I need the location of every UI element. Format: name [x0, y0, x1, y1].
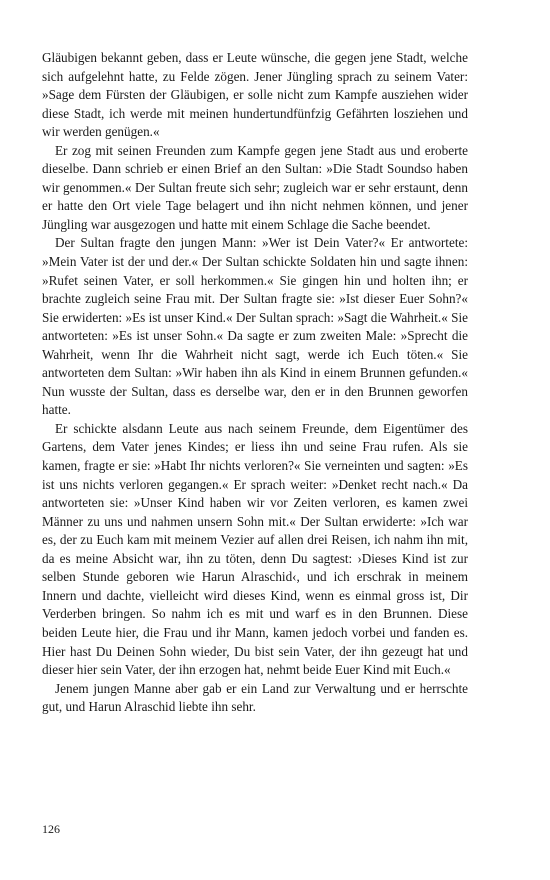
paragraph-2: Er zog mit seinen Freunden zum Kampfe gegen jene Stadt aus und eroberte dieselbe. Dann schrieb er einen Brief an den Sultan: »Die Stadt Soundso haben wir genommen.« Der Sultan freute sich sehr; zugleich war er sehr erstaunt, denn er hatte den Ort viele Tage belagert und ihn nicht nehmen können, und jener Jüngling war ausgezogen und hatte mit einem Schlage die Sache beendet. — [42, 142, 468, 232]
page-body — [42, 49, 468, 717]
paragraph-1: Gläubigen bekannt geben, dass er Leute wünsche, die gegen jene Stadt, welche sich aufgelehnt hatte, zu Felde zögen. Jener Jüngling sprach zu seinem Vater: »Sage dem Fürsten der Gläubigen, er solle nicht zum Kampfe ausziehen wider diese Stadt, ich werde mit meinen hundertundfünfzig Gefährten losziehen und wir werden genügen.« — [42, 50, 468, 140]
paragraph-4: Er schickte alsdann Leute aus nach seinem Freunde, dem Eigentümer des Gartens, dem Vater jenes Kindes; er liess ihn und seine Frau rufen. Als sie kamen, fragte er sie: »Habt Ihr nichts verloren?« Sie verneinten und sagten: »Es ist uns nichts verloren gegangen.« Er sprach weiter: »Denket recht nach.« Da antworteten sie: »Unser Kind haben wir vor Zeiten verloren, es kamen zwei Männer zu uns und nahmen unsern Sohn mit.« Der Sultan erwiderte: »Ich war es, der zu Euch kam mit meinem Vezier auf allen drei Reisen, ich nahm ihn mit, da es meine Absicht war, ihn zu töten, denn Du sagtest: ›Dieses Kind ist zur selben Stunde geboren wie Harun Alraschid‹, und ich erschrak in meinem Innern und dachte, vielleicht wird dieses Kind, wenn es einmal gross ist, Dir Verderben bringen. So nahm ich es mit und warf es in den Brunnen. Diese beiden Leute hier, die Frau und ihr Mann, kamen jedoch vorbei und fanden es. Hier hast Du Deinen Sohn wieder, Du bist sein Vater, der ihn gezeugt hat und dieser hier sein Vater, der ihn erzogen hat, nehmt beide Euer Kind mit Euch.« — [42, 420, 468, 678]
paragraph-5: Jenem jungen Manne aber gab er ein Land zur Verwaltung und er herrschte gut, und Harun Alraschid liebte ihn sehr. — [42, 680, 468, 715]
page-number: 126 — [42, 822, 60, 836]
paragraph-3: Der Sultan fragte den jungen Mann: »Wer ist Dein Vater?« Er antwortete: »Mein Vater ist der und der.« Der Sultan schickte Soldaten hin und sagte ihnen: »Rufet seinen Vater, er soll herkommen.« Sie gingen hin und holten ihn; er brachte zugleich seine Frau mit. Der Sultan fragte sie: »Ist dieser Euer Sohn?« Sie erwiderten: »Es ist unser Kind.« Der Sultan sprach: »Sagt die Wahrheit.« Sie antworteten: »Es ist unser Sohn.« Da sagte er zum zweiten Male: »Sprecht die Wahrheit, wenn Ihr die Wahrheit nicht sagt, werde ich Euch töten.« Sie antworteten dem Sultan: »Wir haben ihn als Kind in einem Brunnen gefunden.« Nun wusste der Sultan, dass es derselbe war, den er in den Brunnen geworfen hatte. — [42, 235, 468, 418]
